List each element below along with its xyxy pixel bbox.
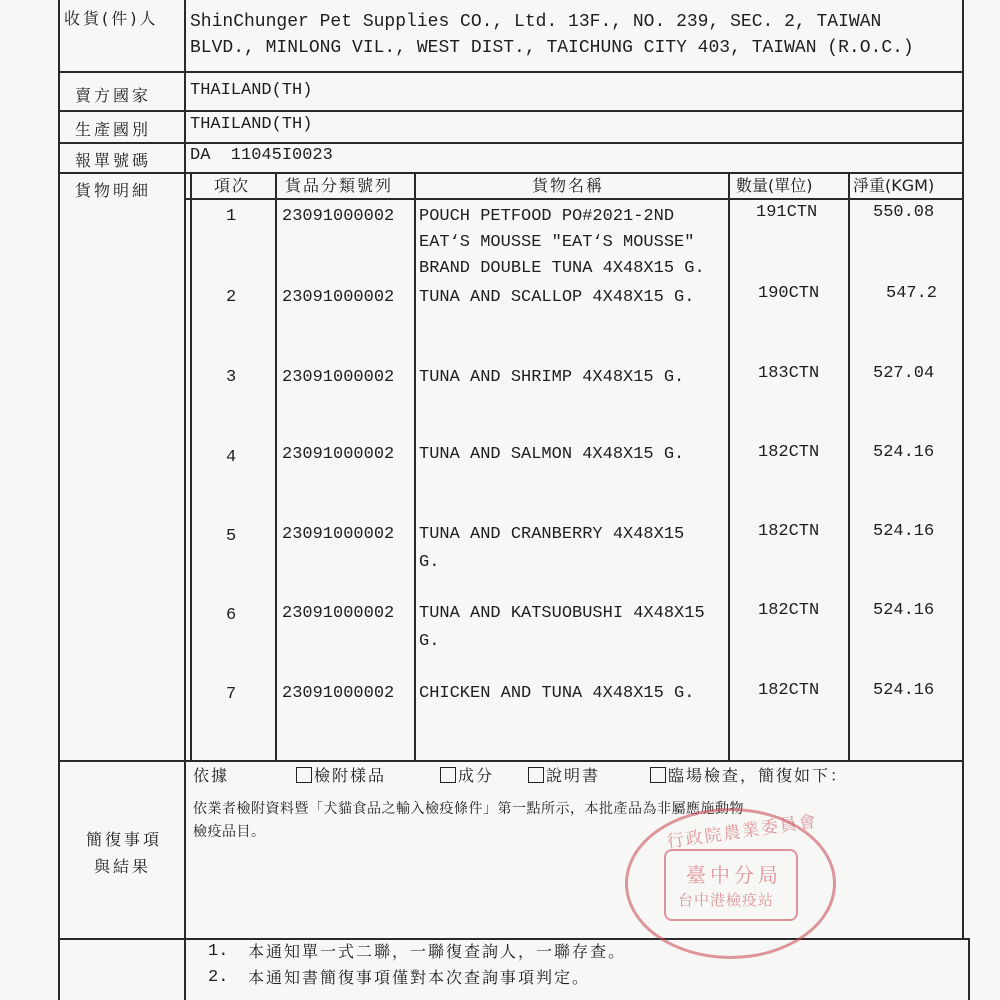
goods-detail-label: 貨物明細 — [75, 181, 152, 200]
row6-code: 23091000002 — [282, 604, 395, 623]
border-right — [962, 0, 964, 940]
result-basis: 依據 — [193, 766, 230, 785]
label-column-divider — [184, 0, 186, 1000]
row5-name-line1: TUNA AND CRANBERRY 4X48X15 — [419, 525, 685, 544]
checkbox-sample — [296, 767, 312, 783]
row5-item: 5 — [226, 527, 237, 546]
row3-item: 3 — [226, 368, 237, 387]
row1-item: 1 — [226, 207, 237, 226]
seller-country-label: 賣方國家 — [75, 86, 152, 105]
row6-name-line1: TUNA AND KATSUOBUSHI 4X48X15 — [419, 604, 705, 623]
col-divider-item — [190, 172, 192, 760]
official-seal-stamp — [625, 808, 836, 959]
checkbox-manual — [528, 767, 544, 783]
result-bottom — [58, 938, 968, 940]
row3-code: 23091000002 — [282, 368, 395, 387]
row4-qty: 182CTN — [758, 443, 820, 462]
stamp-outer-text: 行政院農業委員會 — [665, 811, 819, 853]
column-header-item: 項次 — [214, 176, 251, 195]
row-divider-seller — [58, 110, 962, 112]
col-divider-weight — [848, 172, 850, 760]
result-label-line1: 簡復事項 — [86, 830, 163, 849]
column-header-name: 貨物名稱 — [532, 176, 605, 195]
row1-weight: 550.08 — [873, 203, 935, 222]
row2-name-line1: TUNA AND SCALLOP 4X48X15 G. — [419, 288, 695, 307]
note2-text: 本通知書簡復事項僅對本次查詢事項判定。 — [248, 968, 591, 987]
note2-number: 2. — [208, 968, 229, 987]
declaration-no-label: 報單號碼 — [75, 151, 152, 170]
row1-name-line2: EAT‘S MOUSSE "EAT‘S MOUSSE" — [419, 233, 695, 252]
consignee-address-line1: ShinChunger Pet Supplies CO., Ltd. 13F., NO. 239, SEC. 2, TAIWAN — [190, 12, 882, 32]
consignee-label: 收貨(件)人 — [64, 9, 159, 28]
stamp-inner-frame — [664, 849, 798, 921]
row7-weight: 524.16 — [873, 681, 935, 700]
row7-qty: 182CTN — [758, 681, 820, 700]
col-divider-code — [275, 172, 277, 760]
row2-code: 23091000002 — [282, 288, 395, 307]
row1-code: 23091000002 — [282, 207, 395, 226]
row-divider-declaration — [58, 172, 962, 174]
row-divider-origin — [58, 142, 962, 144]
option-ingredients: 成分 — [440, 766, 494, 786]
checkbox-ingredients — [440, 767, 456, 783]
result-label-line2: 與結果 — [94, 857, 152, 876]
col-divider-qty — [728, 172, 730, 760]
row7-code: 23091000002 — [282, 684, 395, 703]
row5-weight: 524.16 — [873, 522, 935, 541]
col-divider-name — [414, 172, 416, 760]
row7-name-line1: CHICKEN AND TUNA 4X48X15 G. — [419, 684, 695, 703]
checkbox-onsite — [650, 767, 666, 783]
row2-item: 2 — [226, 288, 237, 307]
row2-qty: 190CTN — [758, 284, 820, 303]
row4-item: 4 — [226, 448, 237, 467]
row5-code: 23091000002 — [282, 525, 395, 544]
row1-name-line3: BRAND DOUBLE TUNA 4X48X15 G. — [419, 259, 705, 278]
row3-qty: 183CTN — [758, 364, 820, 383]
table-bottom — [58, 760, 962, 762]
row1-qty: 191CTN — [756, 203, 818, 222]
consignee-address-line2: BLVD., MINLONG VIL., WEST DIST., TAICHUNG CITY 403, TAIWAN (R.O.C.) — [190, 38, 914, 58]
result-text-line1: 依業者檢附資料暨「犬貓食品之輸入檢疫條件」第一點所示，本批產品為非屬應施動物 — [193, 801, 744, 817]
border-left — [58, 0, 60, 1000]
row4-code: 23091000002 — [282, 445, 395, 464]
option-onsite: 臨場檢查，簡復如下： — [650, 766, 848, 786]
column-header-code: 貨品分類號列 — [285, 176, 394, 195]
row1-name-line1: POUCH PETFOOD PO#2021-2ND — [419, 207, 675, 226]
row4-weight: 524.16 — [873, 443, 935, 462]
row7-item: 7 — [226, 685, 237, 704]
option-sample: 檢附樣品 — [296, 766, 386, 786]
stamp-inner-line2: 台中港檢疫站 — [678, 891, 775, 909]
row6-item: 6 — [226, 606, 237, 625]
note1-text: 本通知單一式二聯，一聯復查詢人，一聯存查。 — [248, 942, 627, 961]
row3-weight: 527.04 — [873, 364, 935, 383]
column-header-qty: 數量(單位) — [736, 176, 813, 195]
row-divider-consignee — [58, 71, 962, 73]
seller-country-value: THAILAND(TH) — [190, 81, 313, 100]
row6-name-line2: G. — [419, 632, 440, 651]
row3-name-line1: TUNA AND SHRIMP 4X48X15 G. — [419, 368, 685, 387]
border-right-lower — [968, 938, 970, 1000]
row4-name-line1: TUNA AND SALMON 4X48X15 G. — [419, 445, 685, 464]
declaration-no-value: DA 11045I0023 — [190, 146, 333, 165]
stamp-inner-line1: 臺中分局 — [686, 863, 782, 887]
row6-qty: 182CTN — [758, 601, 820, 620]
table-header-bottom — [184, 198, 962, 200]
column-header-weight: 淨重(KGM) — [853, 176, 935, 195]
origin-country-value: THAILAND(TH) — [190, 115, 313, 134]
row5-qty: 182CTN — [758, 522, 820, 541]
option-manual: 說明書 — [528, 766, 600, 786]
row5-name-line2: G. — [419, 553, 440, 572]
note1-number: 1. — [208, 942, 229, 961]
row6-weight: 524.16 — [873, 601, 935, 620]
result-text-line2: 檢疫品目。 — [193, 824, 266, 840]
origin-country-label: 生產國別 — [75, 120, 152, 139]
row2-weight: 547.2 — [886, 284, 938, 303]
